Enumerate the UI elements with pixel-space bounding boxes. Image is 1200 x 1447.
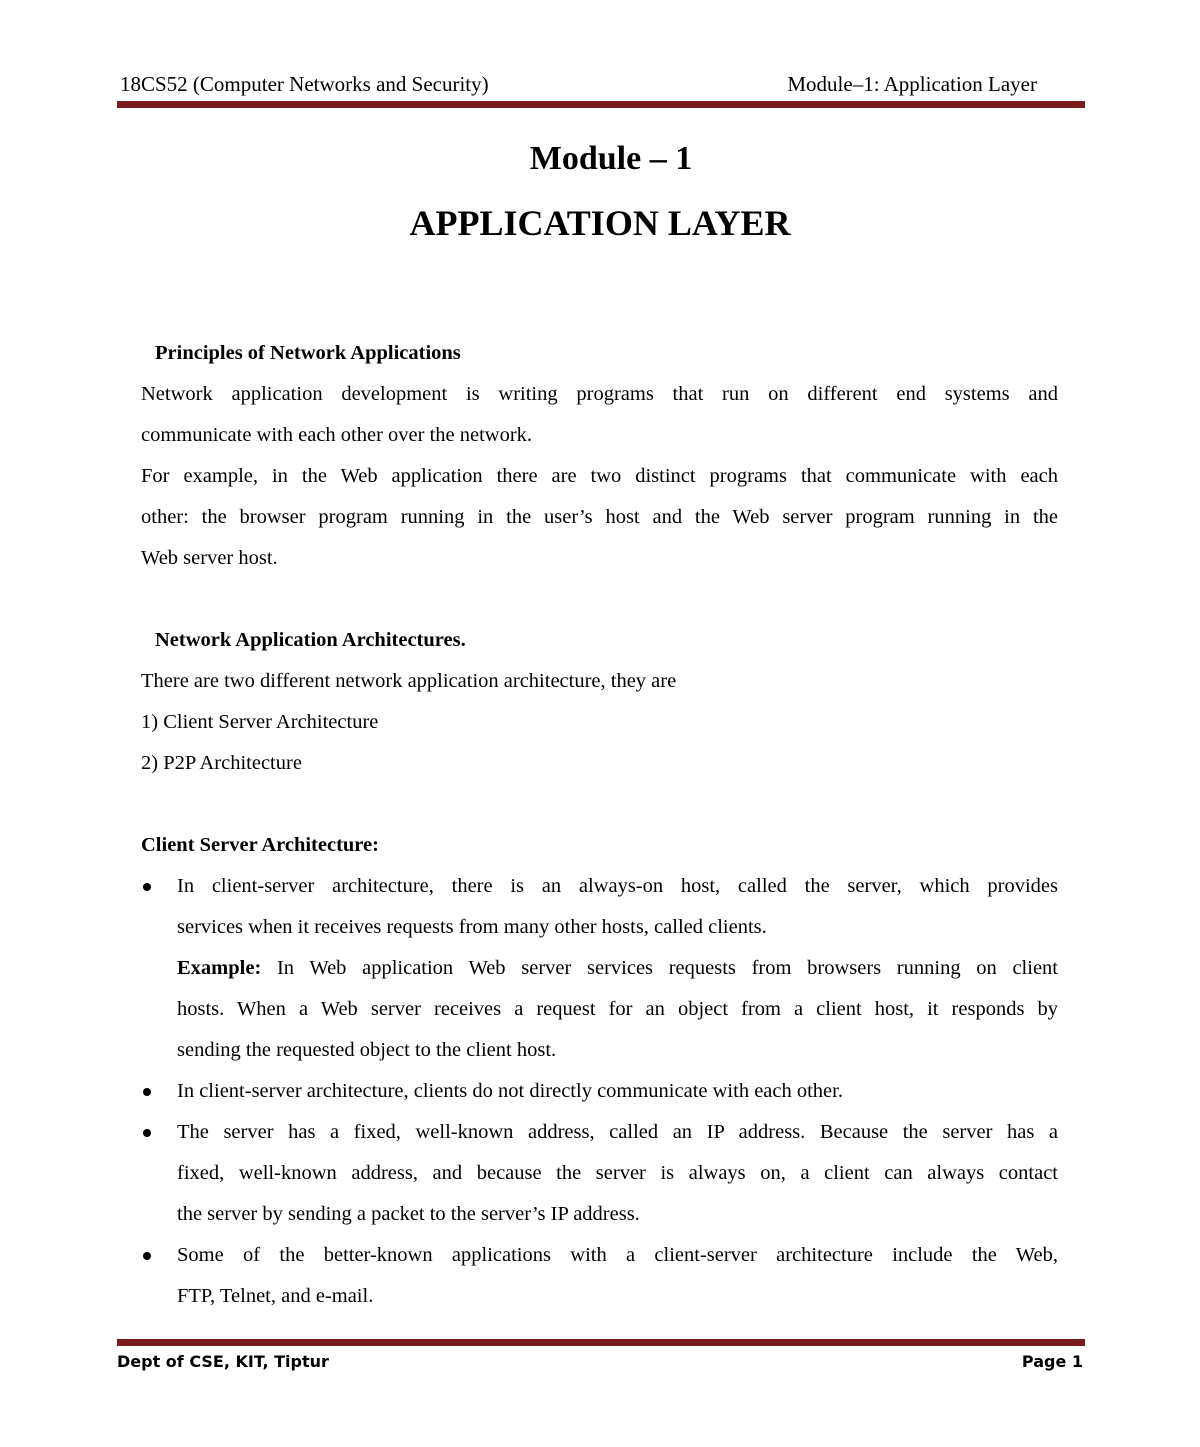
spacer xyxy=(141,784,1058,825)
paragraph-line: There are two different network application architecture, they are xyxy=(141,670,677,692)
paragraph-line: other: the browser program running in the user’s host and the Web server program running in the xyxy=(141,506,1058,528)
header-module-title: Module–1: Application Layer xyxy=(787,72,1037,96)
page-number: Page 1 xyxy=(1021,1352,1083,1371)
section-heading-principles: Principles of Network Applications xyxy=(155,342,461,364)
bullet-line: Some of the better-known applications with a client-server architecture include the Web, xyxy=(177,1244,1058,1266)
paragraph-line: Web server host. xyxy=(141,547,278,569)
bullet-icon xyxy=(143,1088,151,1096)
example-text: In Web application Web server services requests from browsers running on client xyxy=(261,957,1058,979)
section-heading-client-server: Client Server Architecture: xyxy=(141,834,379,856)
list-item: 2) P2P Architecture xyxy=(141,752,302,774)
bullet-line: FTP, Telnet, and e-mail. xyxy=(177,1285,374,1307)
bullet-icon xyxy=(143,883,151,891)
bullet-line: In client-server architecture, there is an always-on host, called the server, which provides xyxy=(177,875,1058,897)
header-rule xyxy=(117,101,1085,108)
paragraph-line: communicate with each other over the network. xyxy=(141,424,533,446)
bullet-line: fixed, well-known address, and because the server is always on, a client can always contact xyxy=(177,1162,1058,1184)
footer-rule xyxy=(117,1339,1085,1346)
example-label: Example: xyxy=(177,957,262,979)
bullet-icon xyxy=(143,1252,151,1260)
bullet-line: In client-server architecture, clients do not directly communicate with each other. xyxy=(177,1080,843,1102)
bullet-line: services when it receives requests from many other hosts, called clients. xyxy=(177,916,767,938)
bullet-line: The server has a fixed, well-known address, called an IP address. Because the server has a xyxy=(177,1121,1058,1143)
page-content xyxy=(141,333,1058,1317)
paragraph-line: Network application development is writing programs that run on different end systems and xyxy=(141,383,1058,405)
module-title: Module – 1 xyxy=(529,140,693,177)
spacer xyxy=(141,579,1058,620)
bullet-list xyxy=(141,866,1058,1317)
bullet-item xyxy=(141,1112,1058,1235)
paragraph-line: For example, in the Web application there are two distinct programs that communicate with each xyxy=(141,465,1058,487)
bullet-line: the server by sending a packet to the server’s IP address. xyxy=(177,1203,640,1225)
chapter-title: APPLICATION LAYER xyxy=(409,203,791,243)
bullet-item xyxy=(141,1235,1058,1317)
bullet-item xyxy=(141,866,1058,1071)
footer-department: Dept of CSE, KIT, Tiptur xyxy=(117,1352,329,1371)
list-item: 1) Client Server Architecture xyxy=(141,711,379,733)
bullet-icon xyxy=(143,1129,151,1137)
example-line: hosts. When a Web server receives a request for an object from a client host, it responds by xyxy=(177,998,1058,1020)
section-heading-architectures: Network Application Architectures. xyxy=(155,629,466,651)
header-course-title: 18CS52 (Computer Networks and Security) xyxy=(120,72,489,96)
example-line xyxy=(177,948,1058,989)
bullet-item xyxy=(141,1071,1058,1112)
running-header xyxy=(117,72,1085,100)
example-line: sending the requested object to the client host. xyxy=(177,1039,557,1061)
